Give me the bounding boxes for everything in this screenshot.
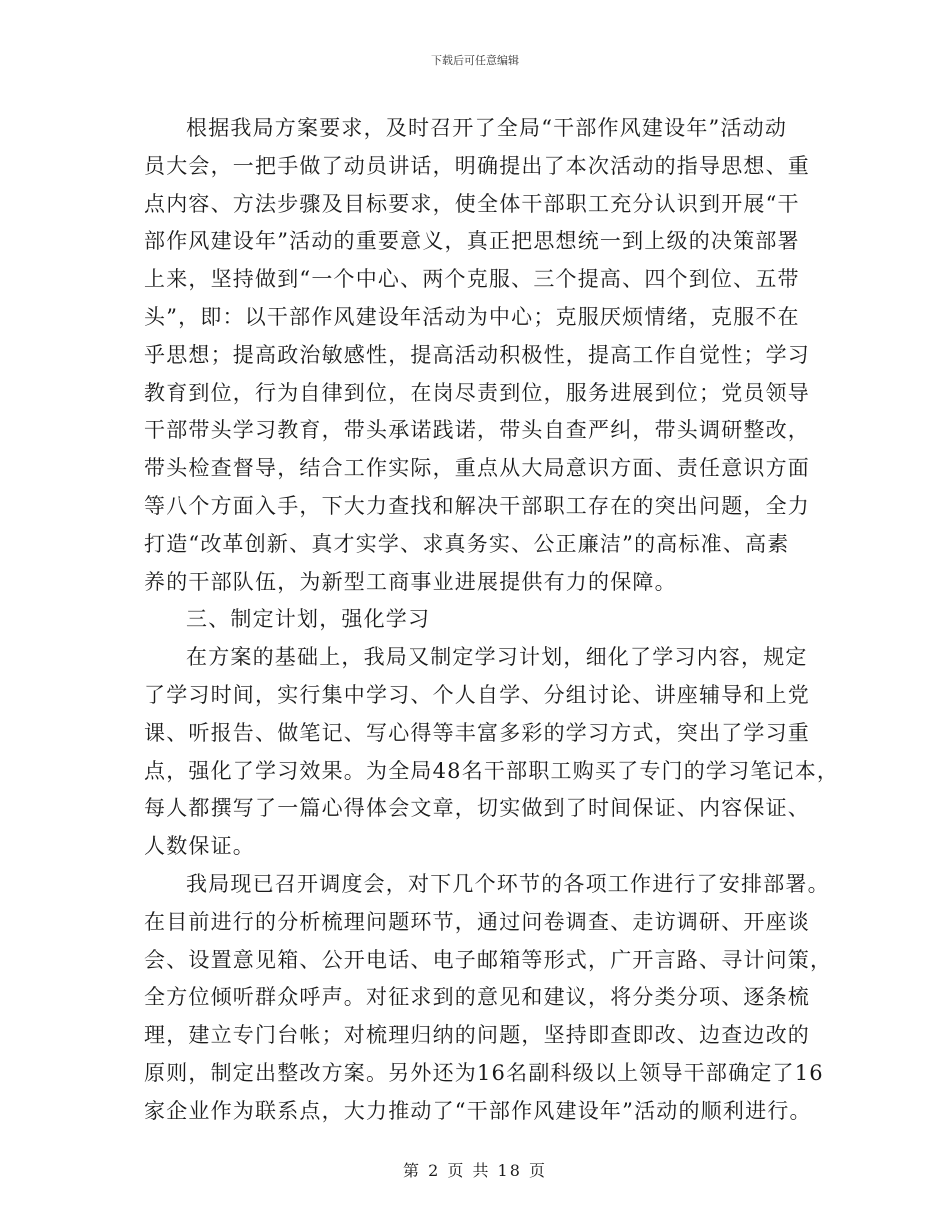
text-line: 会、设置意见箱、公开电话、电子邮箱等形式，广开言路、寻计问策， bbox=[144, 947, 833, 972]
text-line: 上来，坚持做到“一个中心、两个克服、三个提高、四个到位、五带 bbox=[144, 267, 800, 292]
text-line: 在方案的基础上，我局又制定学习计划，细化了学习内容，规定 bbox=[186, 645, 808, 670]
text-line: 等八个方面入手，下大力查找和解决干部职工存在的突出问题，全力 bbox=[144, 493, 810, 518]
text-line: 我局现已召开调度会，对下几个环节的各项工作进行了安排部署。 bbox=[186, 871, 830, 896]
text-line: 原则，制定出整改方案。另外还为16名副科级以上领导干部确定了16 bbox=[144, 1060, 824, 1085]
text-line: 员大会，一把手做了动员讲话，明确提出了本次活动的指导思想、重 bbox=[144, 153, 810, 178]
text-line: 乎思想；提高政治敏感性，提高活动积极性，提高工作自觉性；学习 bbox=[144, 342, 810, 367]
text-line: 打造“改革创新、真才实学、求真务实、公正廉洁”的高标准、高素 bbox=[144, 531, 790, 556]
text-line: 养的干部队伍，为新型工商事业进展提供有力的保障。 bbox=[144, 569, 677, 594]
text-line: 家企业作为联系点，大力推动了“干部作风建设年”活动的顺利进行。 bbox=[144, 1098, 812, 1123]
text-line: 根据我局方案要求，及时召开了全局“干部作风建设年”活动动 bbox=[186, 116, 788, 140]
text-line: 点内容、方法步骤及目标要求，使全体干部职工充分认识到开展“干 bbox=[144, 191, 800, 216]
page-header: 下载后可任意编辑 bbox=[431, 54, 519, 67]
page-number: 第 2 页 共 18 页 bbox=[403, 1161, 547, 1180]
text-line: 部作风建设年”活动的重要意义，真正把思想统一到上级的决策部署 bbox=[144, 229, 800, 254]
document-body bbox=[144, 110, 840, 1131]
text-line: 带头检查督导，结合工作实际，重点从大局意识方面、责任意识方面 bbox=[144, 456, 810, 481]
section-heading: 三、制定计划，强化学习 bbox=[186, 607, 431, 632]
text-line: 点，强化了学习效果。为全局48名干部职工购买了专门的学习笔记本， bbox=[144, 758, 840, 783]
text-line: 课、听报告、做笔记、写心得等丰富多彩的学习方式，突出了学习重 bbox=[144, 720, 810, 745]
text-line: 头”，即：以干部作风建设年活动为中心；克服厌烦情绪，克服不在 bbox=[144, 304, 800, 329]
text-line: 每人都撰写了一篇心得体会文章，切实做到了时间保证、内容保证、 bbox=[144, 796, 810, 821]
text-line: 在目前进行的分析梳理问题环节，通过问卷调查、走访调研、开座谈 bbox=[144, 909, 810, 934]
text-line: 全方位倾听群众呼声。对征求到的意见和建议，将分类分项、逐条梳 bbox=[144, 985, 810, 1010]
text-line: 干部带头学习教育，带头承诺践诺，带头自查严纠，带头调研整改， bbox=[144, 418, 810, 443]
text-line: 人数保证。 bbox=[144, 834, 255, 859]
text-line: 教育到位，行为自律到位，在岗尽责到位，服务进展到位；党员领导 bbox=[144, 380, 810, 405]
text-line: 理，建立专门台帐；对梳理归纳的问题，坚持即查即改、边查边改的 bbox=[144, 1023, 810, 1048]
text-line: 了学习时间，实行集中学习、个人自学、分组讨论、讲座辅导和上党 bbox=[144, 682, 810, 707]
